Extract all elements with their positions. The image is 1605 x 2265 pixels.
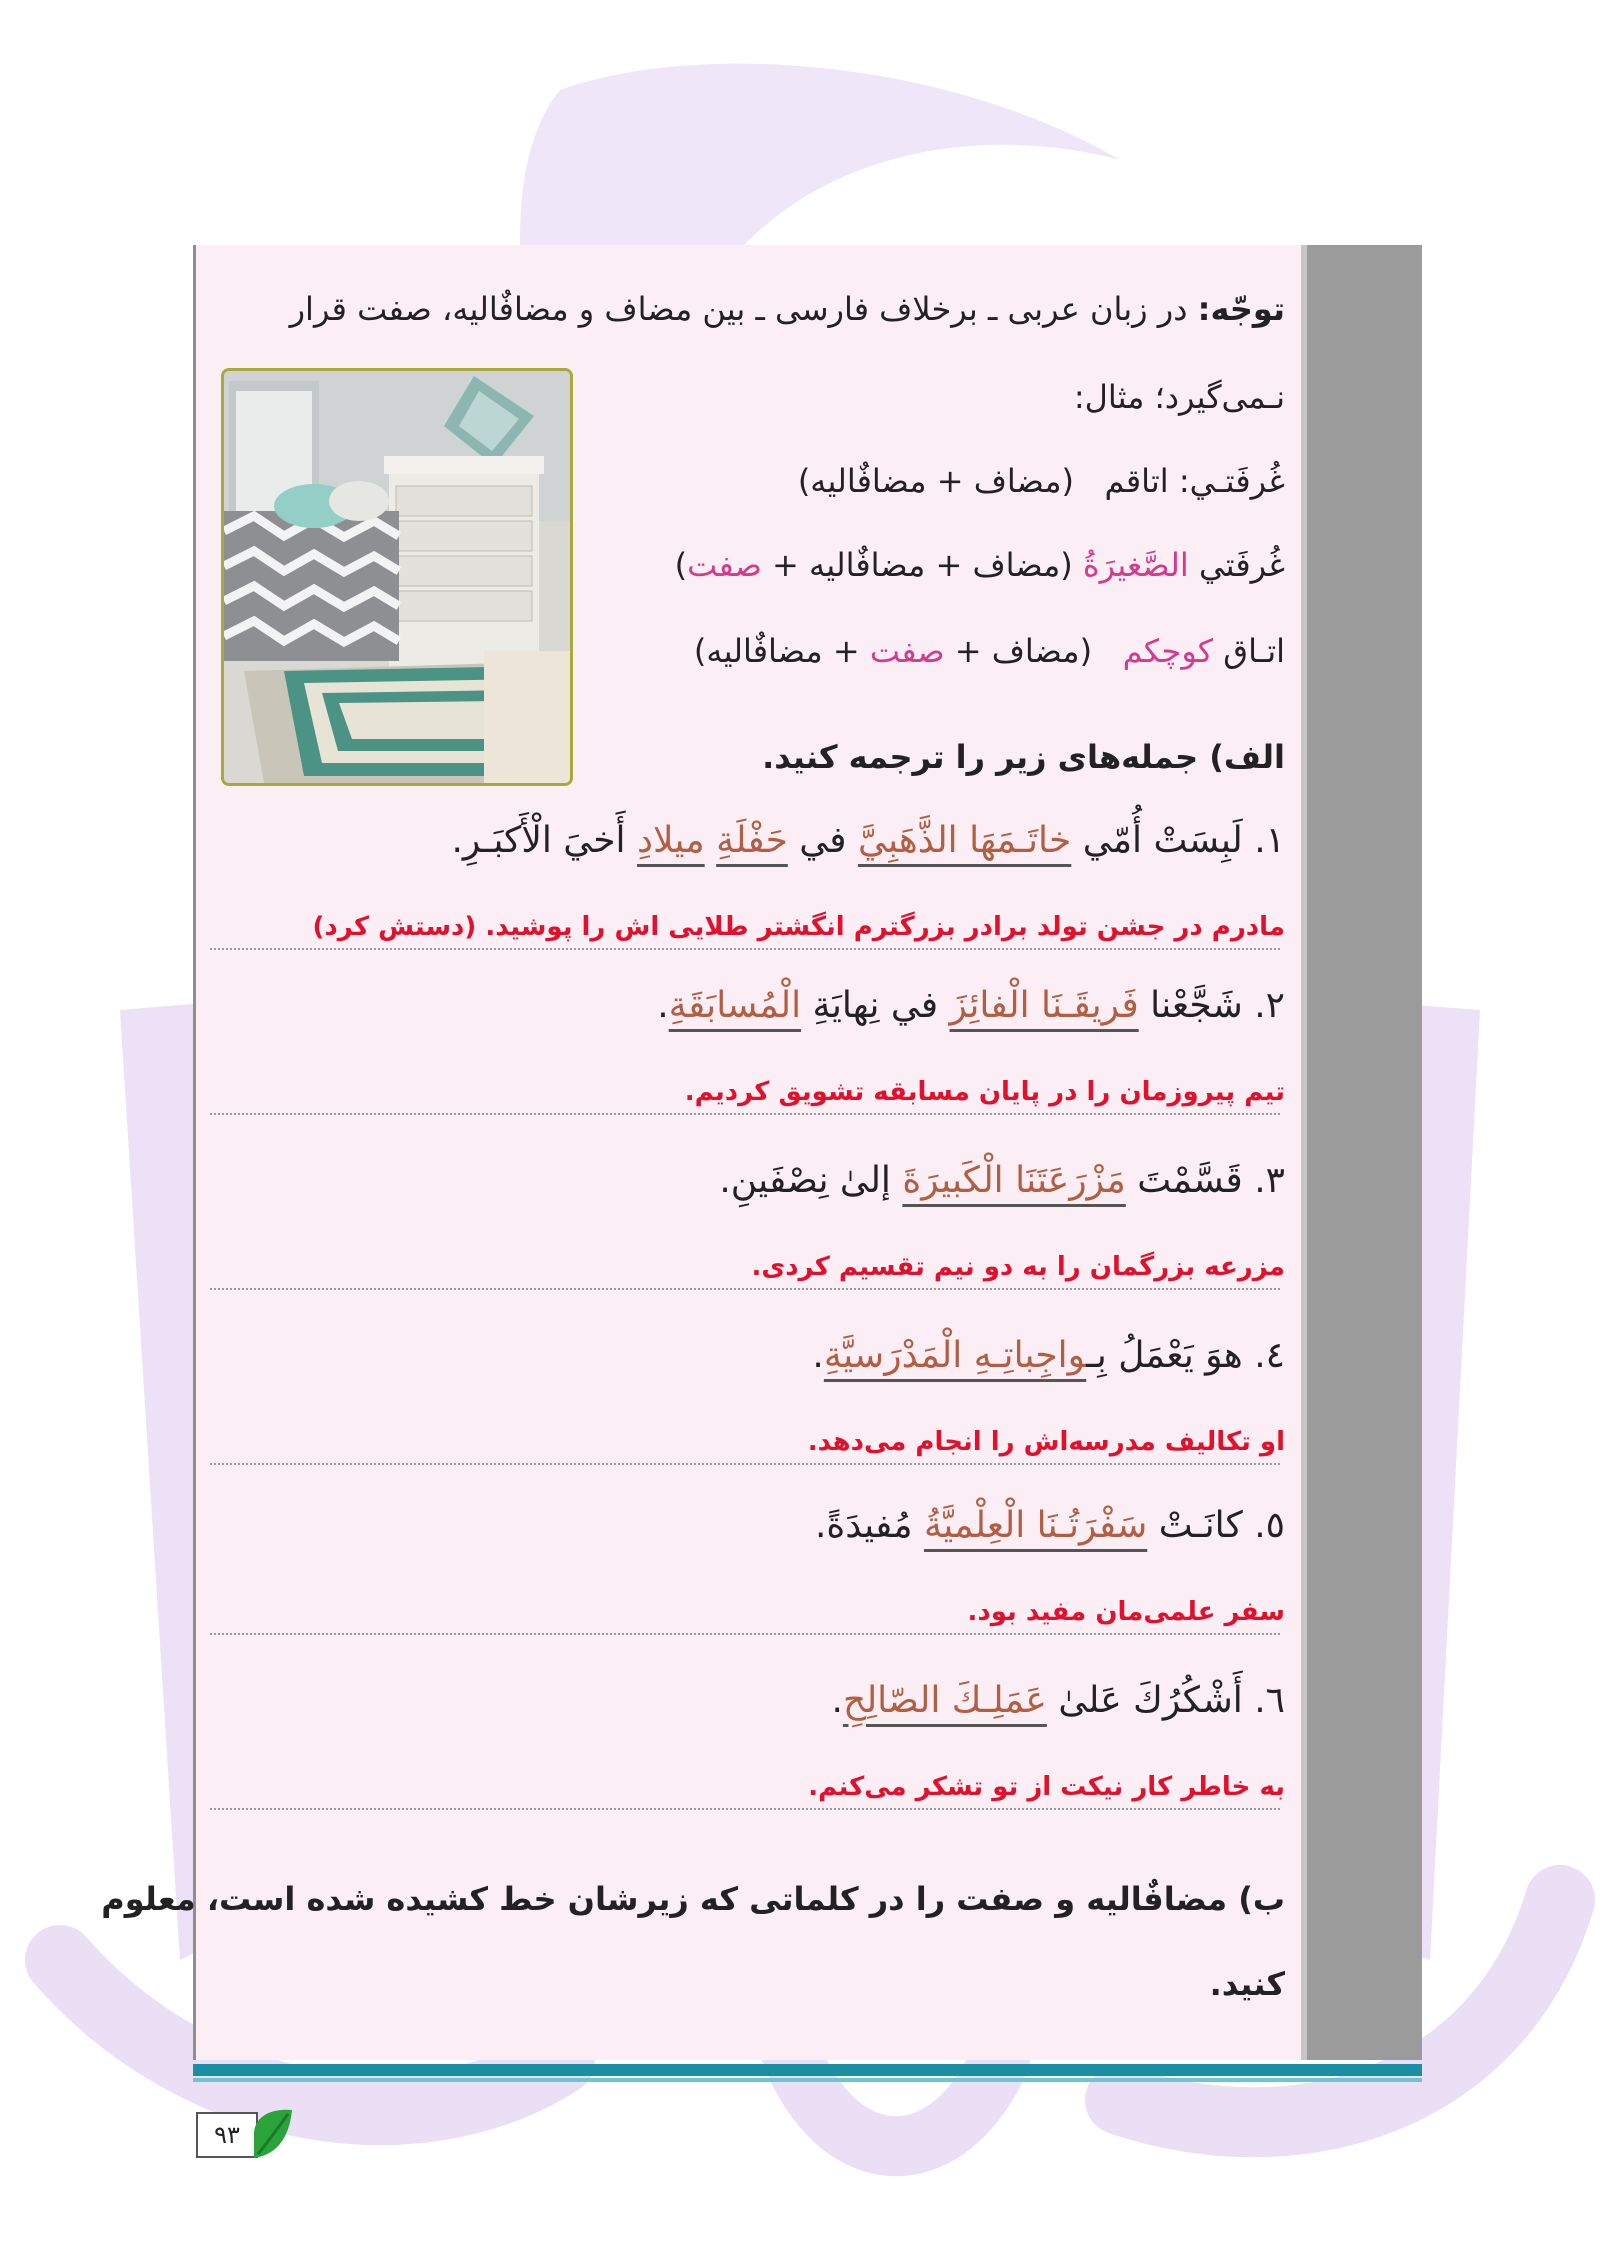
example-2-word: غُرفَتي: [1198, 546, 1285, 584]
arabic-sentence: [451, 820, 1285, 861]
bottom-rule-light: [193, 2078, 1422, 2082]
section-b-line-1: [101, 1880, 1285, 1918]
section-b-text-1: ب) مضافٌالیه و صفت را در کلماتی که زیرشان خط کشیده شده است، معلوم: [101, 1880, 1285, 1918]
sentence-segment: لَبِسَتْ أُمّي: [1071, 820, 1243, 861]
sentence-segment: .: [657, 985, 669, 1026]
answer-text: سفر علمی‌مان مفید بود.: [967, 1597, 1285, 1627]
note-label: توجّه:: [1197, 290, 1285, 328]
answer-dotted-line: [210, 1808, 1280, 1810]
sentence-segment: .: [831, 1680, 843, 1721]
sentence-segment: واجِباتِـهِ الْمَدْرَسيَّةِ: [823, 1335, 1087, 1376]
answer-text: مادرم در جشن تولد برادر بزرگترم انگشتر طلایی اش را پوشید. (دستش کرد): [312, 912, 1285, 942]
sentence-segment: شَجَّعْنا: [1138, 985, 1243, 1026]
answer-dotted-line: [210, 1463, 1280, 1465]
sentence-segment: كانَـتْ: [1147, 1505, 1243, 1546]
sentence-segment: ميلادِ: [637, 820, 705, 861]
sentence-segment: حَفْلَةِ: [716, 820, 788, 861]
panel-edge: [1301, 245, 1307, 2060]
sentence-segment: قَسَّمْتَ: [1125, 1160, 1243, 1201]
sentence-segment: فَريقَـنَا الْفائِزَ: [949, 985, 1139, 1026]
example-2-struct-pink: صفت: [687, 546, 762, 584]
bedroom-photo: [221, 368, 573, 786]
example-3-adjective: کوچکم: [1122, 632, 1214, 670]
example-1-word: غُرفَتـي:: [1178, 462, 1285, 500]
note-text-1: در زبان عربی ـ برخلاف فارسی ـ بین مضاف و مضافٌالیه، صفت قرار: [289, 290, 1188, 328]
answer-dotted-line: [210, 948, 1280, 950]
bottom-rule: [193, 2064, 1422, 2076]
leaf-icon: [250, 2106, 296, 2162]
note-text-2: نـمی‌گیرد؛ مثال:: [1073, 378, 1285, 416]
example-3-struct-b: + مضافٌالیه): [693, 632, 870, 670]
answer-text: مزرعه بزرگمان را به دو نیم تقسیم کردی.: [751, 1252, 1285, 1282]
sentence-number: ٤.: [1254, 1335, 1285, 1376]
example-1-structure: (مضاف + مضافٌالیه): [797, 462, 1074, 500]
sentence-segment: إلىٰ نِصْفَينِ.: [719, 1160, 903, 1201]
arabic-sentence: [832, 1680, 1285, 1721]
sentence-number: ٥.: [1254, 1505, 1285, 1546]
example-3-struct-pink: صفت: [869, 632, 945, 670]
example-2-struct-a: (مضاف + مضافٌالیه +: [761, 546, 1073, 584]
example-3-struct-a: (مضاف +: [944, 632, 1093, 670]
section-b-line-2: [1210, 1965, 1285, 2003]
section-b-text-2: کنید.: [1209, 1965, 1285, 2003]
example-2-struct-b: ): [674, 546, 688, 584]
answer-text: او تکالیف مدرسه‌اش را انجام می‌دهد.: [807, 1427, 1285, 1457]
answer-dotted-line: [210, 1288, 1280, 1290]
answer-text: به خاطر کار نیکت از تو تشکر می‌کنم.: [808, 1772, 1285, 1802]
arabic-sentence: [719, 1160, 1285, 1201]
sentence-segment: عَمَلِـكَ الصّالِحِ: [842, 1680, 1047, 1721]
sentence-segment: خاتَـمَهَا الذَّهَبِيَّ: [857, 820, 1072, 861]
sentence-number: ٣.: [1254, 1160, 1285, 1201]
margin-strip: [1307, 245, 1422, 2060]
sentence-segment: هوَ يَعْمَلُ بِـ: [1086, 1335, 1243, 1376]
note-line-1: [290, 290, 1285, 328]
sentence-segment: .: [812, 1335, 824, 1376]
example-3: [694, 632, 1285, 670]
answer-dotted-line: [210, 1113, 1280, 1115]
arabic-sentence: [657, 985, 1285, 1026]
sentence-segment: في: [787, 820, 858, 861]
example-1: [798, 462, 1285, 500]
sentence-segment: سَفْرَتُـنَا الْعِلْميَّةُ: [923, 1505, 1148, 1546]
sentence-number: ٦.: [1254, 1680, 1285, 1721]
sentence-segment: في نِهايَةِ: [801, 985, 950, 1026]
answer-dotted-line: [210, 1633, 1280, 1635]
section-a-title-text: الف) جمله‌های زیر را ترجمه کنید.: [762, 738, 1285, 776]
sentence-number: ٢.: [1254, 985, 1285, 1026]
example-2-adjective: الصَّغيرَةُ: [1082, 546, 1189, 584]
section-a-title: [762, 738, 1285, 776]
page-number: ٩٣: [196, 2112, 258, 2158]
sentence-segment: [705, 820, 716, 861]
sentence-number: ١.: [1254, 820, 1285, 861]
answer-text: تیم پیروزمان را در پایان مسابقه تشویق کردیم.: [684, 1077, 1285, 1107]
sentence-segment: مُفيدَةً.: [814, 1505, 924, 1546]
example-2: [675, 546, 1285, 584]
sentence-segment: مَزْرَعَتَنَا الْكَبيرَةَ: [902, 1160, 1126, 1201]
example-1-meaning: اتاقم: [1104, 462, 1169, 500]
sentence-segment: أَشْكُرُكَ عَلىٰ: [1046, 1680, 1243, 1721]
sentence-segment: أَخيَ الْأَكبَـرِ.: [451, 820, 638, 861]
sentence-segment: الْمُسابَقَةِ: [668, 985, 802, 1026]
arabic-sentence: [812, 1335, 1285, 1376]
note-line-2: [1074, 378, 1285, 416]
arabic-sentence: [815, 1505, 1285, 1546]
example-3-word: اتـاق: [1223, 632, 1285, 670]
